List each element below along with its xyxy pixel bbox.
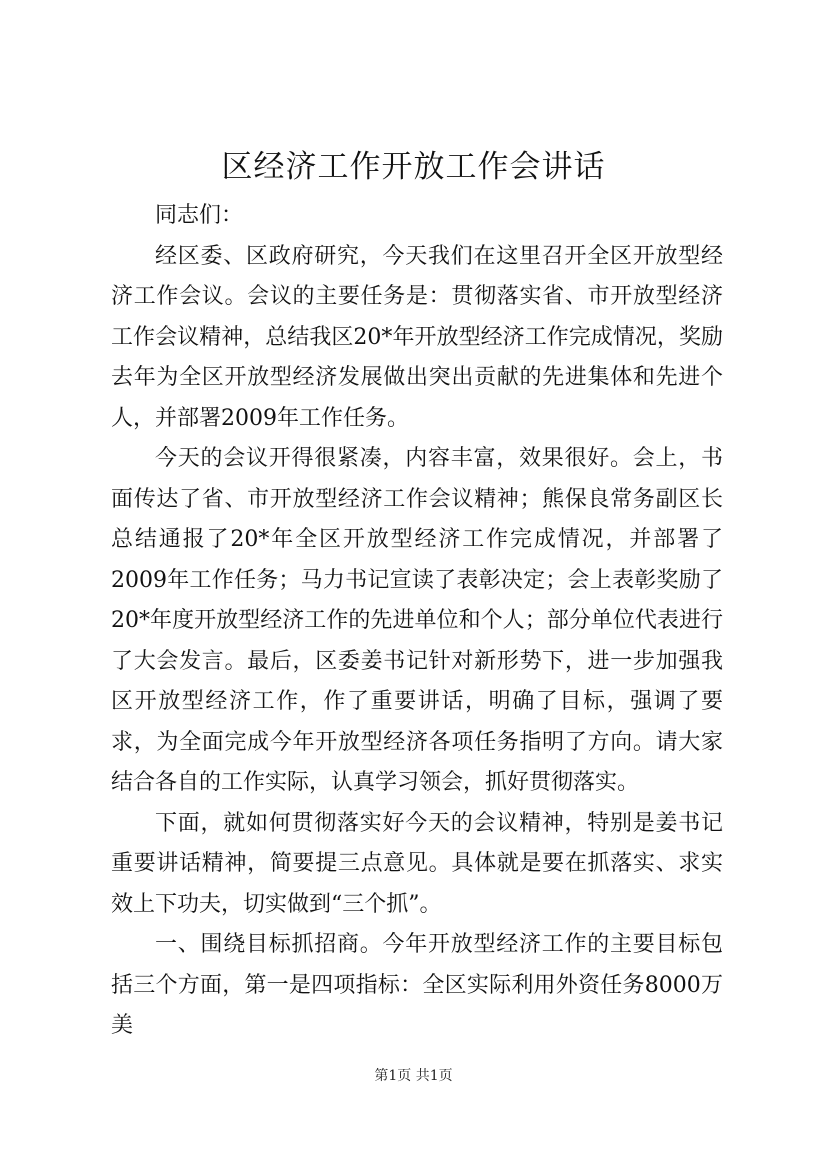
salutation: 同志们： — [155, 203, 244, 228]
document-title: 区经济工作开放工作会讲话 — [221, 149, 606, 185]
document-body — [111, 196, 723, 1047]
paragraph-2: 今天的会议开得很紧凑，内容丰富，效果很好。会上，书面传达了省、市开放型经济工作会议精神；熊保良常务副区长总结通报了20*年全区开放型经济工作完成情况，并部署了2009年工作任务；马力书记宣读了表彰决定；会上表彰奖励了20*年度开放型经济工作的先进单位和个人；部分单位代表进行了大会发言。最后，区委姜书记针对新形势下，进一步加强我区开放型经济工作，作了重要讲话，明确了目标，强调了要求，为全面完成今年开放型经济各项任务指明了方向。请大家结合各自的工作实际，认真学习领会，抓好贯彻落实。 — [111, 446, 723, 795]
paragraph-4: 一、围绕目标抓招商。今年开放型经济工作的主要目标包括三个方面，第一是四项指标：全区实际利用外资任务8000万美 — [111, 932, 723, 1038]
page-number-footer: 第1页 共1页 — [374, 1068, 453, 1084]
paragraph-3: 下面，就如何贯彻落实好今天的会议精神，特别是姜书记重要讲话精神，简要提三点意见。具体就是要在抓落实、求实效上下功夫，切实做到“三个抓”。 — [111, 810, 723, 917]
paragraph-1: 经区委、区政府研究，今天我们在这里召开全区开放型经济工作会议。会议的主要任务是：贯彻落实省、市开放型经济工作会议精神，总结我区20*年开放型经济工作完成情况，奖励去年为全区开放型经济发展做出突出贡献的先进集体和先进个人，并部署2009年工作任务。 — [111, 243, 723, 431]
